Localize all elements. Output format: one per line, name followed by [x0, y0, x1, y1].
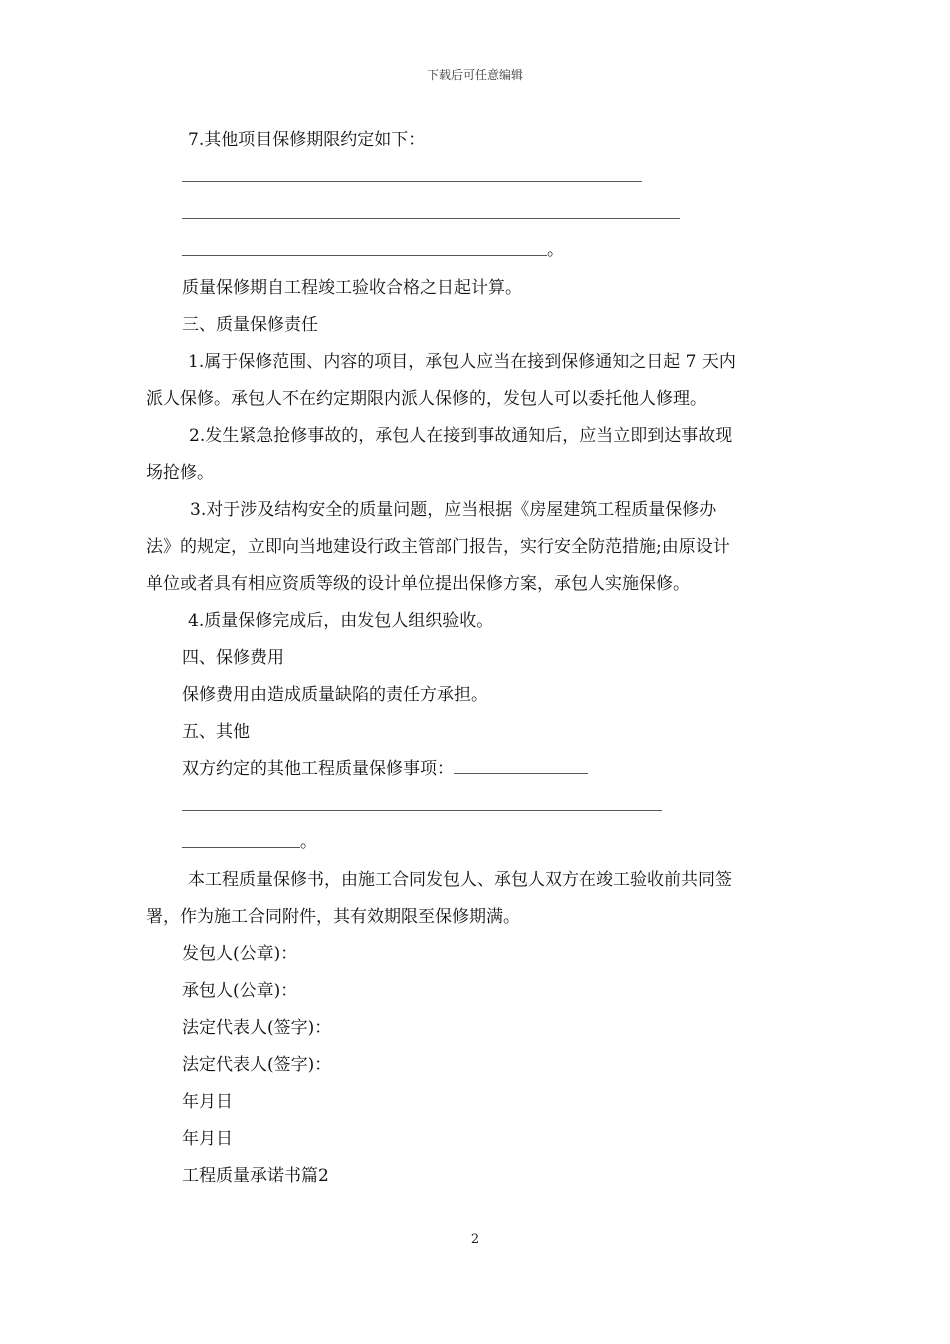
other-matters-line [146, 751, 811, 788]
date-line-1: 年月日 [182, 1092, 233, 1112]
page-header: 下载后可任意编辑 [426, 68, 523, 82]
blank-rule [182, 181, 642, 182]
blank-rule [182, 810, 662, 811]
signature-legal-rep-2: 法定代表人(签字)： [182, 1055, 332, 1075]
fill-in-blank-5 [146, 825, 811, 862]
item-4: 4.质量保修完成后，由发包人组织验收。 [188, 611, 494, 631]
blank-rule [454, 752, 588, 774]
blank-rule [182, 255, 547, 256]
item-3-line-1: 3.对于涉及结构安全的质量问题，应当根据《房屋建筑工程质量保修办 [190, 500, 717, 520]
fee-paragraph: 保修费用由造成质量缺陷的责任方承担。 [182, 685, 488, 705]
item-1-line-2: 派人保修。承包人不在约定期限内派人保修的，发包人可以委托他人修理。 [146, 389, 707, 409]
other-matters-label: 双方约定的其他工程质量保修事项： [182, 759, 454, 779]
next-section-title: 工程质量承诺书篇2 [182, 1166, 329, 1186]
signature-employer-seal: 发包人(公章)： [182, 944, 298, 964]
section-heading-5: 五、其他 [182, 722, 250, 742]
period-mark: 。 [547, 240, 564, 260]
fill-in-blank-1 [146, 159, 811, 196]
clause-7-other-warranty: 7.其他项目保修期限约定如下： [188, 130, 426, 150]
date-line-2: 年月日 [182, 1129, 233, 1149]
item-2-line-2: 场抢修。 [146, 463, 214, 483]
section-heading-4: 四、保修费用 [182, 648, 284, 668]
fill-in-blank-4 [146, 788, 811, 825]
signature-legal-rep-1: 法定代表人(签字)： [182, 1018, 332, 1038]
document-body [146, 122, 811, 1195]
warranty-start-paragraph: 质量保修期自工程竣工验收合格之日起计算。 [182, 278, 522, 298]
item-1-line-1: 1.属于保修范围、内容的项目，承包人应当在接到保修通知之日起 7 天内 [188, 352, 736, 372]
signature-contractor-seal: 承包人(公章)： [182, 981, 298, 1001]
item-3-line-3: 单位或者具有相应资质等级的设计单位提出保修方案，承包人实施保修。 [146, 574, 690, 594]
validity-line-2: 署，作为施工合同附件，其有效期限至保修期满。 [146, 907, 520, 927]
fill-in-blank-2 [146, 196, 811, 233]
blank-rule [182, 847, 300, 848]
item-3-line-2: 法》的规定，立即向当地建设行政主管部门报告，实行安全防范措施;由原设计 [146, 537, 730, 557]
validity-line-1: 本工程质量保修书，由施工合同发包人、承包人双方在竣工验收前共同签 [188, 870, 732, 890]
fill-in-blank-3 [146, 233, 811, 270]
page-number: 2 [470, 1232, 480, 1247]
blank-rule [182, 218, 680, 219]
period-mark: 。 [300, 832, 317, 852]
item-2-line-1: 2.发生紧急抢修事故的，承包人在接到事故通知后，应当立即到达事故现 [189, 426, 733, 446]
section-heading-3: 三、质量保修责任 [182, 315, 318, 335]
